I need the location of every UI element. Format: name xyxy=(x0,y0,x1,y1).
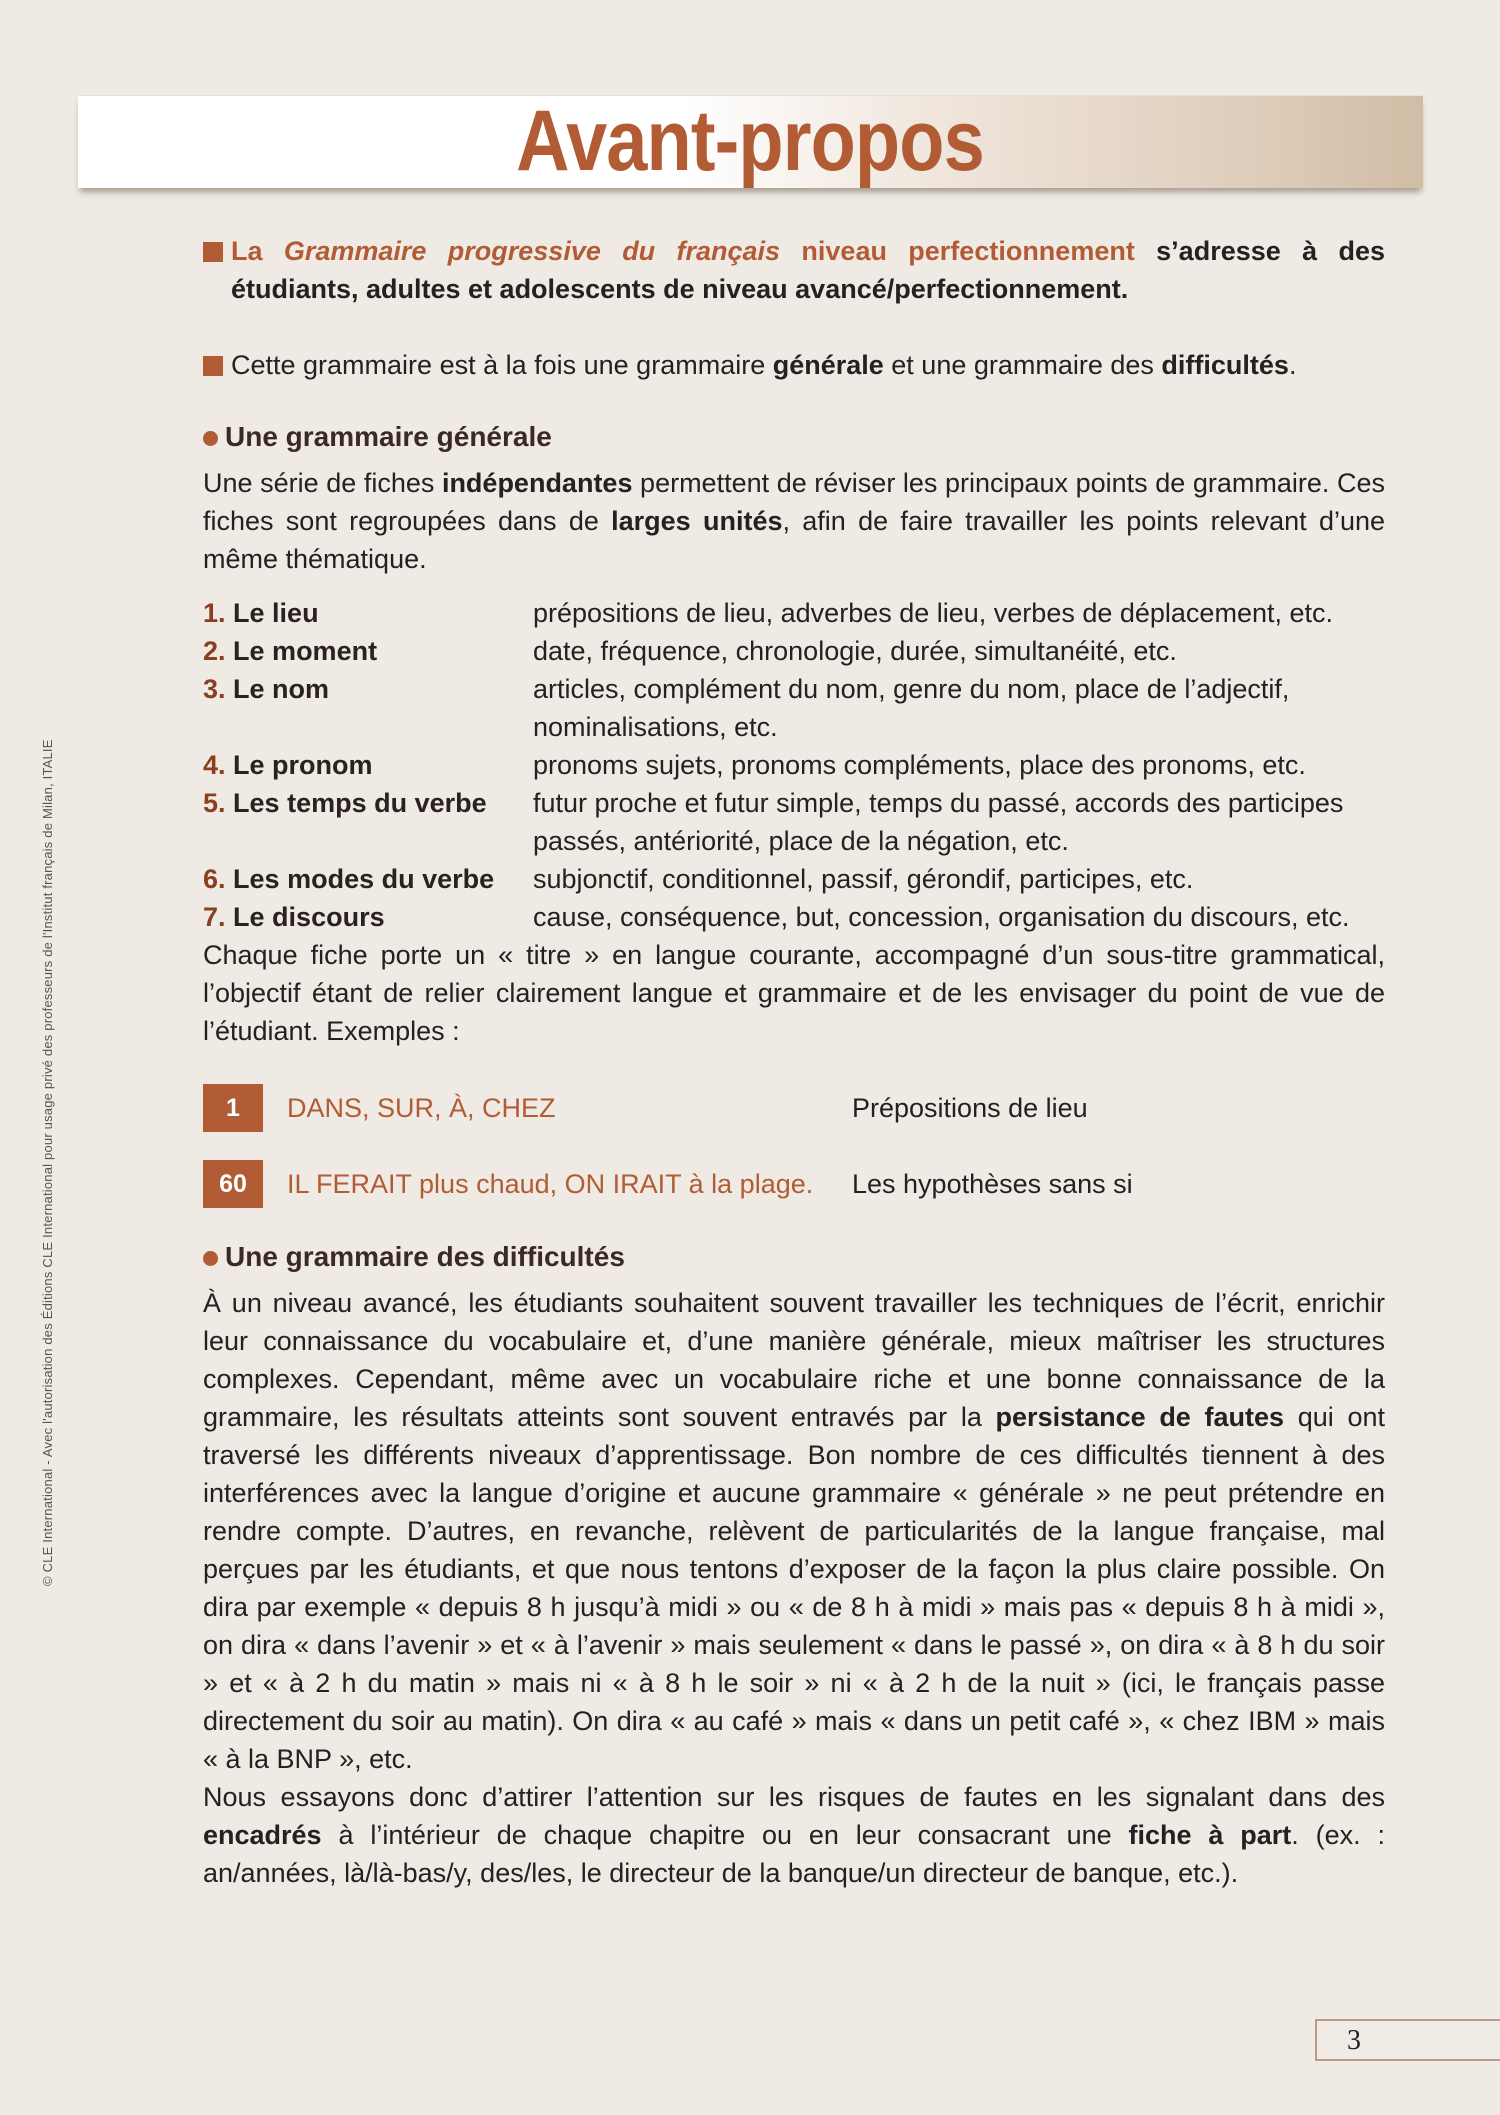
square-bullet-icon xyxy=(203,242,223,262)
section-heading-difficulties: Une grammaire des difficultés xyxy=(203,1238,1385,1276)
example-title: IL FERAIT plus chaud, ON IRAIT à la plage. xyxy=(287,1169,814,1199)
book-level: niveau perfectionnement xyxy=(780,236,1135,266)
unit-item: 5. Les temps du verbe futur proche et futur simple, temps du passé, accords des participes passés, antériorité, place de la négation, etc. xyxy=(203,788,1344,856)
difficulties-paragraph-1: À un niveau avancé, les étudiants souhaitent souvent travailler les techniques de l’écrit, enrichir leur connaissance du vocabulaire et, d’une manière générale, mieux maîtriser les structures complexes. Cependant, même avec un vocabulaire riche et une bonne connaissance de la grammaire, les résultats atteints sont souvent entravés par la persistance de fautes qui ont traversé les différents niveaux d’apprentissage. Bon nombre de ces difficultés tiennent à des interférences avec la langue d’origine et aucune grammaire « générale » ne peut prétendre en rendre compte. D’autres, en revanche, relèvent de particularités de la langue française, mal perçues par les étudiants, et que nous tentons d’exposer de la façon la plus claire possible. On dira par exemple « depuis 8 h jusqu’à midi » ou « de 8 h à midi » mais pas « depuis 8 h à midi », on dira « dans l’avenir » et « à l’avenir » mais seulement « dans le passé », on dira « à 8 h du soir » et « à 2 h du matin » mais ni « à 8 h le soir » ni « à 2 h de la nuit » (ici, le français passe directement du soir au matin). On dira « au café » mais « dans un petit café », « chez IBM » mais « à la BNP », etc. xyxy=(203,1288,1385,1774)
difficulties-paragraph-2: Nous essayons donc d’attirer l’attention sur les risques de fautes en les signalant dans des encadrés à l’intérieur de chaque chapitre ou en leur consacrant une fiche à part. (ex. : an/années, là/là-bas/y, des/les, le directeur de la banque/un directeur de banque, etc.). xyxy=(203,1782,1386,1888)
example-subtitle: Les hypothèses sans si xyxy=(852,1169,1133,1199)
copyright-watermark: © CLE International - Avec l'autorisation des Éditions CLE International pour usage privé des professeurs de l'Institut français de Milan, ITALIE xyxy=(40,739,55,1586)
example-subtitle: Prépositions de lieu xyxy=(852,1093,1088,1123)
lesson-number-badge: 1 xyxy=(203,1084,263,1132)
intro-paragraph: La Grammaire progressive du français niveau perfectionnement s’adresse à des étudiants, adultes et adolescents de niveau avancé/perfectionnement. xyxy=(203,232,1385,308)
square-bullet-icon xyxy=(203,356,223,376)
intro-paragraph-2: Cette grammaire est à la fois une grammaire générale et une grammaire des difficultés. xyxy=(203,346,1385,384)
section-heading-general: Une grammaire générale xyxy=(203,418,1385,456)
unit-item: 4. Le pronom pronoms sujets, pronoms compléments, place des pronoms, etc. xyxy=(203,750,1306,780)
example-row xyxy=(203,1084,1385,1132)
page-number-box xyxy=(1315,2019,1500,2061)
unit-item: 7. Le discours cause, conséquence, but, concession, organisation du discours, etc. xyxy=(203,902,1350,932)
page-title: Avant-propos xyxy=(516,93,984,189)
unit-item: 1. Le lieu prépositions de lieu, adverbes de lieu, verbes de déplacement, etc. xyxy=(203,598,1333,628)
example-row xyxy=(203,1160,1385,1208)
examples-list xyxy=(203,1084,1385,1208)
unit-item: 2. Le moment date, fréquence, chronologie, durée, simultanéité, etc. xyxy=(203,636,1177,666)
examples-intro: Chaque fiche porte un « titre » en langue courante, accompagné d’un sous-titre grammatical, l’objectif étant de relier clairement langue et grammaire et de les envisager du point de vue de l’étudiant. Exemples : xyxy=(203,940,1385,1046)
example-title: DANS, SUR, À, CHEZ xyxy=(287,1093,556,1123)
page-number: 3 xyxy=(1347,2025,1361,2056)
round-bullet-icon xyxy=(203,1251,218,1266)
round-bullet-icon xyxy=(203,431,218,446)
units-list xyxy=(203,594,1385,936)
unit-item: 6. Les modes du verbe subjonctif, conditionnel, passif, gérondif, participes, etc. xyxy=(203,864,1194,894)
lesson-number-badge: 60 xyxy=(203,1160,263,1208)
page-content xyxy=(203,232,1385,1892)
unit-item: 3. Le nom articles, complément du nom, genre du nom, place de l’adjectif, nominalisations, etc. xyxy=(203,674,1290,742)
book-title: Grammaire progressive du français xyxy=(283,236,781,266)
general-paragraph: Une série de fiches indépendantes permettent de réviser les principaux points de grammaire. Ces fiches sont regroupées dans de larges unités, afin de faire travailler les points relevant d’une même thématique. xyxy=(203,468,1386,574)
